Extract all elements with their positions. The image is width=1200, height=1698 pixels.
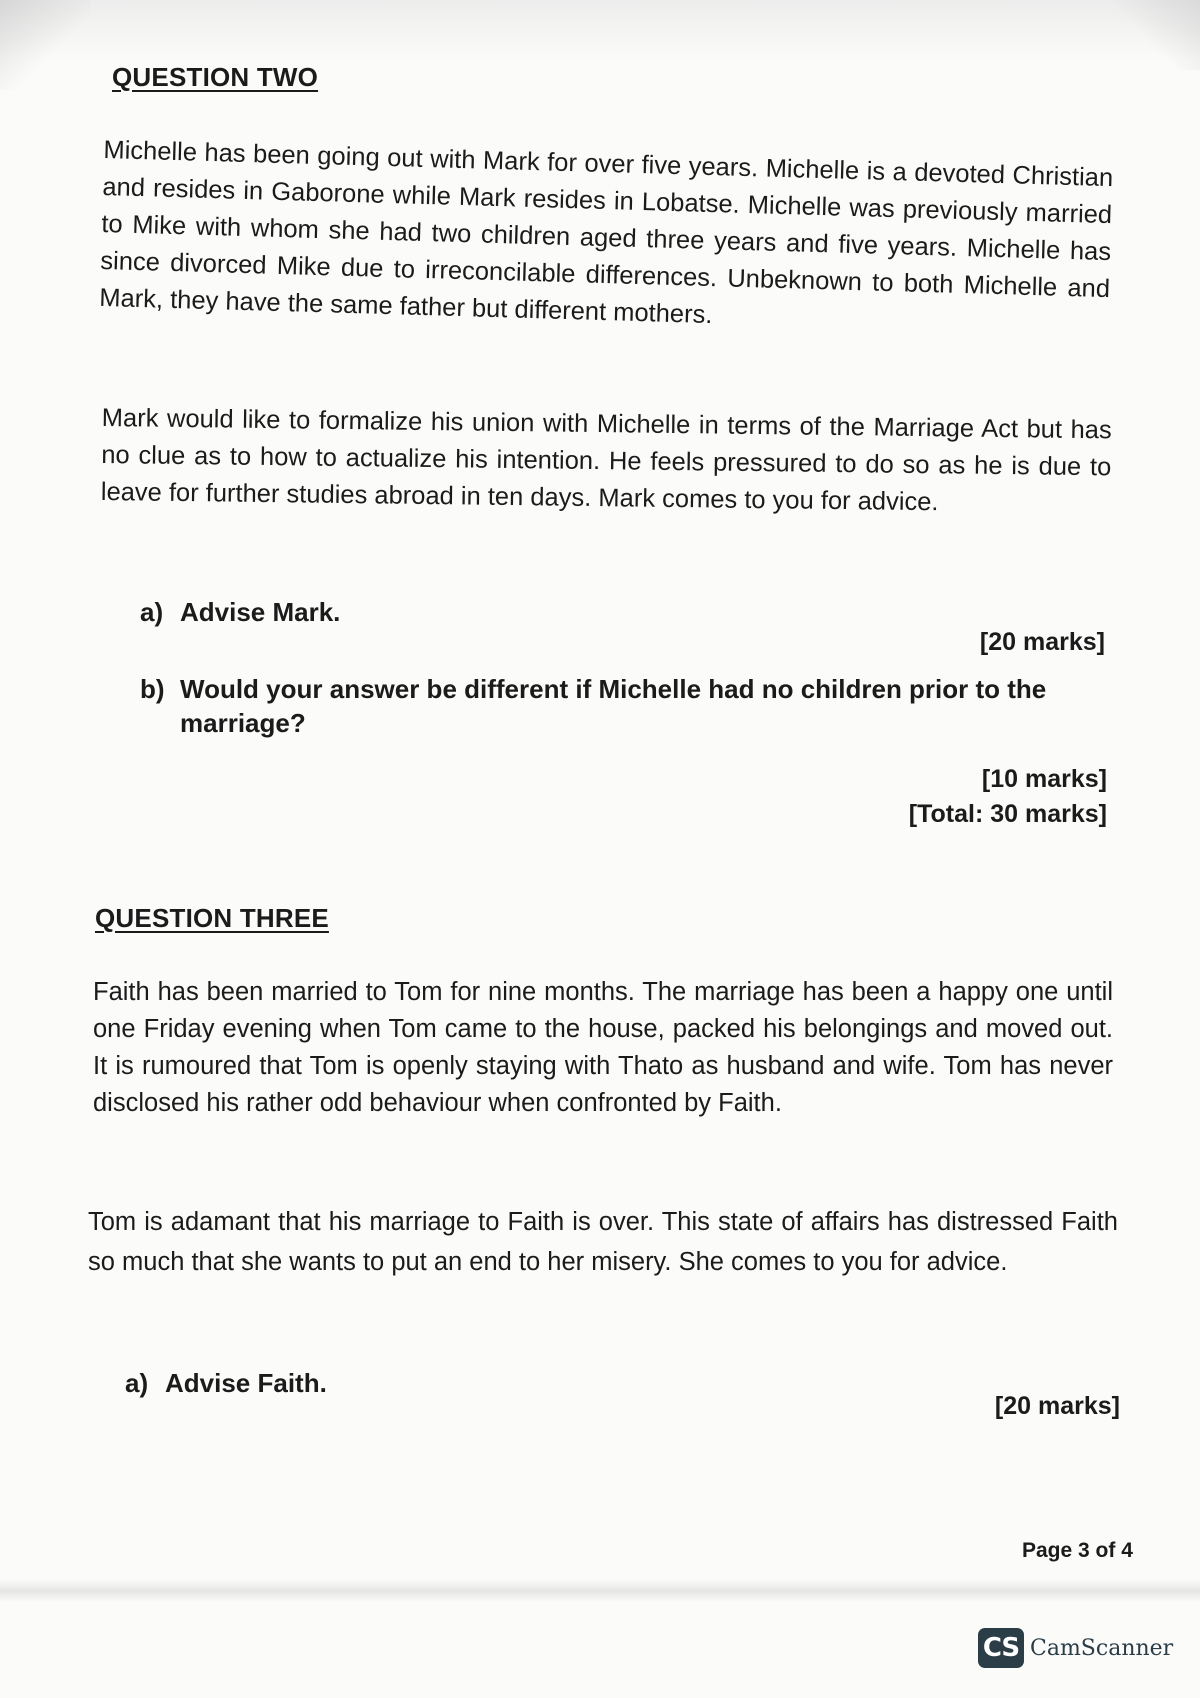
scan-shadow-top <box>0 0 1200 60</box>
part-b-label: b) <box>140 674 165 704</box>
question-three-part-a <box>125 1366 327 1400</box>
question-two-paragraph-1: Michelle has been going out with Mark for over five years. Michelle is a devoted Christian and resides in Gaborone while Mark resides in Lobatse. Michelle was previously married to Mike with whom she had two children aged three years and five years. Michelle has since divorced Mike due to irreconcilable differences. Unbeknown to both Michelle and Mark, they have the same father but different mothers. <box>98 135 1114 330</box>
question-two-part-a-marks: [20 marks] <box>979 628 1105 656</box>
question-three-paragraph-2: Tom is adamant that his marriage to Faith is over. This state of affairs has distressed Faith so much that she wants to put an end to her misery. She comes to you for advice. <box>88 1208 1118 1276</box>
scan-shadow-bottom <box>0 1580 1200 1602</box>
q3-part-a-text: Advise Faith. <box>165 1368 327 1398</box>
question-three-paragraph-1: Faith has been married to Tom for nine months. The marriage has been a happy one until one Friday evening when Tom came to the house, packed his belongings and moved out. It is rumoured that Tom is openly staying with Thato as husband and wife. Tom has never disclosed his rather odd behaviour when confronted by Faith. <box>93 978 1113 1117</box>
scan-corner-right <box>1110 0 1200 70</box>
camscanner-logo-icon: CS <box>978 1628 1024 1668</box>
q3-part-a-label: a) <box>125 1368 149 1398</box>
question-two-part-a <box>140 595 340 629</box>
scan-corner-left <box>0 0 90 90</box>
question-two-total-marks: [Total: 30 marks] <box>908 800 1107 828</box>
page-number: Page 3 of 4 <box>1022 1539 1133 1562</box>
question-two-part-b <box>140 672 1100 740</box>
part-b-text: Would your answer be different if Michelle had no children prior to the marriage? <box>180 674 1047 738</box>
part-a-label: a) <box>140 597 164 627</box>
question-three-heading: QUESTION THREE <box>95 903 329 933</box>
part-a-text: Advise Mark. <box>180 597 341 627</box>
question-three-part-a-marks: [20 marks] <box>994 1392 1120 1420</box>
question-two-part-b-marks: [10 marks] <box>981 765 1107 793</box>
question-two-paragraph-2: Mark would like to formalize his union with Michelle in terms of the Marriage Act but has no clue as to how to actualize his intention. He feels pressured to do so as he is due to leave for further studies abroad in ten days. Mark comes to you for advice. <box>100 403 1112 517</box>
camscanner-name: CamScanner <box>1030 1635 1174 1661</box>
camscanner-watermark <box>978 1628 1173 1668</box>
question-two-heading: QUESTION TWO <box>112 62 319 92</box>
